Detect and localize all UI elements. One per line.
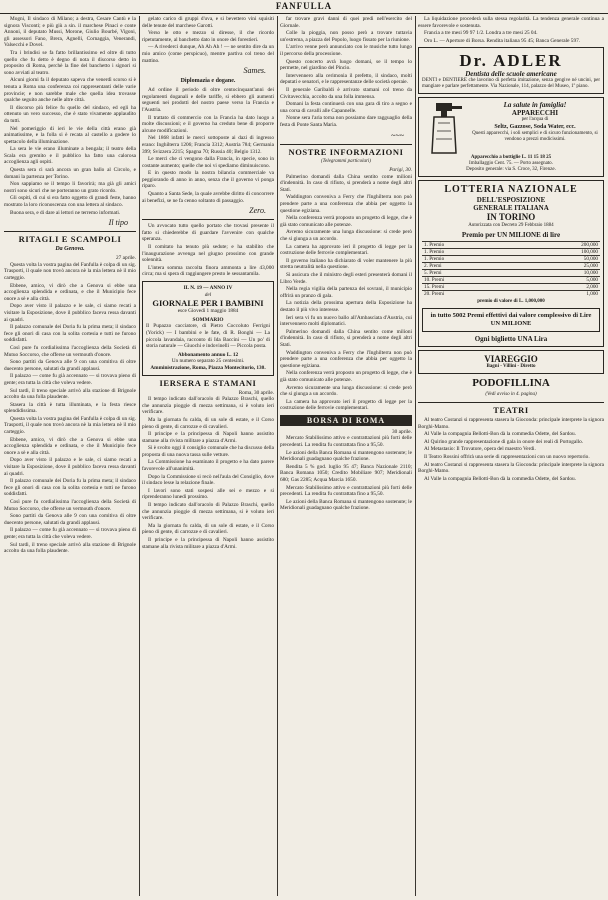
paragraph: Un avvocato tutto quello portato che trovasi presente il fatto si chiederebbe di guardare l'avvenire con qualche speranza. [142,223,274,243]
paragraph: Nel pomeriggio di ieri le vie della città erano già animatissime, e la folla si è recata al castello a godere lo spettacolo della illuminazione. [4,125,136,145]
paragraph: Il palazzo comunale dei Doria fu la prima meta; il sindaco fece gli onori di casa con la solita cortesia e tutti ne furono soddisfatti. [4,478,136,498]
paragraph: — A rivederci dunque, Ah Ah Ah ! — ne sentito dire da un mio amico (come perspicuo), mentre partiva col treno del mattino. [142,44,274,64]
paragraph: Tra i brindisi se fa fatto brillantissimo ed oltre di tutto quello che fu detto è degno di nota il discorso detto in proposito di Roma, perchè la fine del banchetto i signori si sono avviati al teatro. [4,49,136,76]
paragraph: Palmerino domandi dalla China sentito come milioni d'indennità. In caso di rifiuto, si prenderà a nome degli altri Stati. [280,328,412,348]
siphon-bottle-icon [422,101,466,155]
divider [418,402,604,403]
paragraph: Al Valle la compagnia Bellotti-Bon dà la commedia Odette, del Sardou. [424,475,577,482]
paragraph: Waddington conveniva a Ferry che l'Inghilterra non può prendere parte a una conferenza che abbia per oggetto la questione egiziana. [280,194,412,214]
podofillina-note: (Vedi avviso in 4. pagina) [485,392,537,398]
divider [4,231,136,232]
prize-row [422,291,600,298]
column-1 [4,16,136,896]
paragraph: Il palazzo — come fu già accennato — si trovava pieno di gente; era tutta la città che voleva vedere. [4,373,136,386]
paragraph: Buona sera, e di dare ai lettori ne terremo informati. [10,209,121,216]
stock-exchange-heading: BORSA DI ROMA [280,415,412,426]
prize-label: 1. Premio [422,249,518,256]
paragraph: Sono partiti da Genova alle 9 con una comitiva di oltre duecento persone, salutati da grandi applausi. [4,513,136,526]
prize-row [422,263,600,270]
section-heading: RITAGLI E SCAMPOLI [18,234,122,245]
paragraph: I lavori sono stati sospesi alle sei e mezzo e si riprenderanno lunedì prossimo. [142,487,274,501]
paragraph: Avremo sicuramente una lunga discussione: si crede però che si giunga a un accordo. [280,384,412,398]
paragraph: Intervennero alla cerimonia il prefetto, il sindaco, molti deputati e senatori, e le rappresentanze delle società operaie. [280,72,412,86]
dateline: 27 aprile. [115,255,136,262]
signature: Il tipo [108,218,128,228]
dentist-subtitle: Dentista delle scuole americane [465,70,557,79]
paragraph: Questa volta la vostra pagina del Fanfulla è colpa di un sig. Trasporti, il quale non trovò ancora nè la mia lettera nè il mio carteggio. [4,261,136,281]
paragraph: Le azioni della Banca Romana si mantengono sostenute; le Meridionali guadagnano qualche frazione. [280,449,412,463]
dateline: Roma, 30 aprile. [238,389,274,396]
section-heading: IERSERA E STAMANI [159,377,257,388]
prize-label: 10. Premi [422,277,518,284]
paragraph: Non sappiamo se il tempo li favorirà; ma già gli amici nostri sono sicuri che ne porteranno un grato ricordo. [4,181,136,194]
paragraph: Gli ospiti, di cui si era fatto oggetto di grandi feste, hanno mostrato la loro riconoscenza con una lettera al sindaco. [4,195,136,209]
paragraph: Quanto a Santa Sede, la quale avrebbe diritto di concorrere ai benefizi, se ne fa cenno soltanto di passaggio. [142,191,274,204]
paragraph: Palmerino domandi dalla China sentito come milioni d'indennità. In caso di rifiuto, si prenderà a nome degli altri Stati. [280,173,412,193]
masthead [0,0,608,14]
paragraph: Ma la giornata fu calda, di un sole di estate, e il Corso pieno di gente, di carrozze e di cavalieri. [142,522,274,536]
prize-label: 20. Premi [422,291,518,298]
paragraph: Ebbene, amico, vi dirò che a Genova si ebbe una accoglienza splendida e ordinata, e che il Municipio fece onore a sè e alla città. [4,282,136,302]
paragraph: Al teatro Costanzi si rappresenta stasera la Gioconda: principale interprete la signora Borghi-Mamo. [418,461,604,475]
paragraph: Mercato Stabilissimo attivo e contrattazioni più forti delle precedenti. La rendita fu contrattata fino a 95,50. [280,484,412,498]
seltz-subtitle: APPARECCHI [511,109,559,118]
paragraph: Mercato Stabilissimo attivo e contrattazioni più forti delle precedenti. La rendita fu contrattata fino a 95,50. [280,435,412,449]
paragraph: Sul tardi, il treno speciale arrivò alla stazione di Brignole accolto da una folla plaudente. [4,387,136,401]
dentist-text: DENTI e DENTIERE che lavorino di perfetta imitazione, senza gengive né uncini, per mangiare e parlare perfettamente. Via Nazionale, 114, palazzo del Museo, 1º piano. [422,78,600,90]
prize-label: 2. Premi [422,263,518,270]
paragraph: far trovare gravi danni di quei predi nell'esercito del Giornale. [280,16,412,29]
paragraph: Questa sera ci sarà ancora un gran ballo al Circolo, e domani la partenza per Torino. [4,167,136,180]
paragraph: Si è svolto oggi il consiglio comunale che ha discusso della proposta di una nuova tassa sulle vetture. [142,445,274,458]
prize-table [422,241,600,297]
dentist-ad [418,47,604,94]
ad-subscription: Abbonamento annuo L. 12 [177,351,239,358]
paragraph: Questo concerto avrà luogo domani, se il tempo lo permette, nel giardino del Pincio. [280,58,412,72]
prize-value: 200,000 [518,242,600,249]
column-4 [418,16,604,896]
children-journal-ad [142,281,274,376]
paragraph: Al Metastasio: Il Trovatore, opera del maestro Verdi. [424,446,536,453]
viareggio-ad [418,350,604,374]
lottery-first-prize: Premio per UN MILIONE di lire [461,231,561,240]
prize-label: 1. Premio [422,242,518,249]
lottery-title-1: LOTTERIA NAZIONALE [444,184,578,196]
prize-label: 15. Premi [422,284,518,291]
paragraph: La liquidazione procederà sulla stessa regolarità. La tendenza generale continua a essere favorevole e sostenuta. [418,16,604,29]
paragraph: Dopo aver visto il palazzo e le sale, ci siamo recati a visitare la Esposizione, dove il pubblico faceva ressa davanti ai quadri. [4,303,136,323]
column-rule [139,16,140,896]
paragraph: Ad ordine il periodo di oltre centocinquant'anni dei regolamenti doganali e delle tariffe, si ebbero gli aumenti seguenti nei prodotti del nostro paese verso la Francia e l'Austria. [142,87,274,113]
paragraph: Nella conferenza verrà proposto un progetto di legge, che è già stato comunicato alle potenze. [280,215,412,228]
divider [142,219,274,220]
section-subheading: Da Genova. [55,246,85,253]
paragraph: Francia a tre mesi 99 97 1/2. Londra a tre mesi 25 04. [424,30,538,37]
lottery-ticket-price: Ogni biglietto UNA Lira [474,335,548,344]
lottery-total [422,299,600,305]
paragraph: Avremo sicuramente una lunga discussione: si crede però che si giunga a un accordo. [280,229,412,243]
paragraph: Nella conferenza verrà proposto un progetto di legge, che è già stato comunicato alle potenze. [280,370,412,383]
paragraph: Waddington conveniva a Ferry che l'Inghilterra non può prendere parte a una conferenza che abbia per oggetto la questione egiziana. [280,349,412,369]
podofillina-heading: PODOFILLINA [472,377,550,390]
prize-value: 100,000 [518,249,600,256]
paragraph: Il palazzo comunale dei Doria fu la prima meta; il sindaco fece gli onori di casa con la solita cortesia e tutti ne furono soddisfatti. [4,324,136,344]
paragraph: Sono partiti da Genova alle 9 con una comitiva di oltre duecento persone, salutati da grandi applausi. [4,359,136,372]
lottery-total-label: premio di valore di L. [477,299,524,305]
paragraph: Il principe e la principessa di Napoli hanno assistito stamane alla rivista militare a piazza d'Armi. [142,537,274,550]
prize-label: 5. Premi [422,270,518,277]
paragraph: Questa volta la vostra pagina del Fanfulla è colpa di un sig. Trasporti, il quale non trovò ancora nè la mia lettera nè il mio carteggio. [4,415,136,436]
paragraph: Mogni, Il sindaco di Milano; a destra, Cesare Cantù e la signora Visconti; e più giù a sin. il marchese Pinaci e conte Annoni, il deputato Mussi, Morone, Giulio Bourbé, Vigoni, gli assessori Fano, Brera, Agnelli, Cornaggia, Venerandi, Valsecchi e Dovel. [4,16,136,49]
paragraph: Il discorso più felice fu quello del sindaco, ed egli ha ottenuto un vero successo, che è stato vivamente applaudito da tutti. [4,104,136,124]
paragraph: Domani la festa continuerà con una gara di tiro a segno e una corsa di cavalli alle Capannelle. [280,101,412,114]
prize-value: 2,000 [518,284,600,291]
prize-value: 50,000 [518,256,600,263]
ad-single-issue: Un numero separato 25 centesimi. [171,358,245,365]
paragraph: L'arrivo venne però annunciato con le musiche tutto lungo il percorso della processione. [280,44,412,57]
paragraph: Alcuni giorni fa il deputato sapeva che venerdì scorso si è tenuta a Roma una conferenza coi rappresentanti delle varie provincie; e non sarebbe male che quella idea trovasse qualche seguito anche nelle altre città. [4,77,136,104]
lottery-total-value: 1,000,000 [524,299,545,305]
paragraph: Così pure fu cordialissima l'accoglienza della Società di Mutuo Soccorso, che offerse un vermouth d'onore. [4,344,136,358]
seltz-prices-label: Apparecchio a bottiglie [470,155,521,161]
section-heading: TEATRI [493,404,529,415]
lottery-title-4: IN TORINO [486,212,536,223]
viareggio-subtitle: Bagni - Villini - Diretto [486,364,536,370]
paragraph: Nonne sera l'aria torna non possiamo dare ragguaglio della festa di Ponte Santa Maria. [280,115,412,128]
section-heading: NOSTRE INFORMAZIONI [288,146,404,157]
seltz-main: Seltz, Gazzose, Soda Water, ecc. [494,124,576,131]
prize-row [422,277,600,284]
dateline: 30 aprile. [391,428,412,435]
signature-mark: ~~~ [391,130,404,140]
paragraph: Il tempo indicato dall'oracolo di Palazzo Braschi, quello che annunzia pioggie di mezza settimana, si è voluto ieri verificare. [142,502,274,522]
paragraph: gelato carico di gruppi d'uva, e si bevettero vini squisiti delle tenute del marchese Garotti. [142,16,274,29]
prize-value: 1,000 [518,291,600,298]
paragraph: Stasera la città è tutta illuminata, e la festa riesce splendidissima. [4,401,136,415]
seltz-text: Questi apparecchi, i soli semplici e di sicuro funzionamento, si vendono a prezzi modicissimi. [472,131,598,143]
ad-address: Amministrazione, Roma, Piazza Montecitorio, 130. [150,364,266,371]
column-3 [280,16,412,896]
lottery-authorization: Autorizzata con Decreto 29 Febbraio 1884 [468,223,554,229]
paragraph: Nel 1868 infatti le merci sottoposte ai dazi di ingresso erano: Inghilterra 1206; Francia 3312; Austria 784; Germania 399; Svizzera 2215; Spagna 70; Russia 40; Belgio 1312. [142,135,274,155]
paragraph: Il generale Garibaldi è arrivato stamani col treno da Civitavecchia, accolto da una folla immensa. [280,86,412,100]
lottery-title-3: GENERALE ITALIANA [473,204,549,213]
ad-summary-label: SOMMARIO [192,316,224,323]
paragraph: Dopo la Commissione si recò nell'aula del Consiglio, dove il sindaco lesse la relazione finale. [142,473,274,487]
column-rule [415,16,416,896]
paragraph: Verso le otto e mezzo si diresse, il che ricordo ripetutamente, al banchetto dato in onore dei forestieri. [142,30,274,43]
column-rule [277,16,278,896]
section-subheading: Diplomazia e dogane. [180,78,236,85]
paragraph: E in questo modo la nostra bilancia commerciale va peggiorando di anno in anno, senza che il governo vi ponga riparo. [142,170,274,190]
paragraph: Al teatro Costanzi si rappresenta stasera la Gioconda: principale interprete la signora Borghi-Mamo. [418,416,604,430]
paragraph: La camera ha approvato ieri il progetto di legge per la costruzione delle ferrovie complementari. [280,398,412,412]
dateline: Parigi, 30. [389,167,412,174]
prize-row [422,256,600,263]
paragraph: Ieri sera vi fu un nuovo ballo all'Ambasciata d'Austria, cui intervennero molti diplomatici. [280,314,412,328]
paragraph: Si assicura che il ministro degli esteri presenterà domani il Libro Verde. [280,272,412,285]
paragraph: Le merci che ci vengono dalla Francia, in specie, sono in costante aumento; quelle che noi vi spediamo diminuiscono. [142,156,274,169]
prize-row [422,242,600,249]
column-2 [142,16,274,896]
paragraph: Dopo aver visto il palazzo e le sale, ci siamo recati a visitare la Esposizione, dove il pubblico faceva ressa davanti ai quadri. [4,457,136,477]
seltz-depot: Deposito generale: via S. Croce, 32, Firenze. [466,167,556,173]
paragraph: La Commissione ha esaminato il progetto e ha dato parere favorevole all'unanimità. [142,459,274,473]
seltz-title: La salute in famiglia! [503,101,567,110]
paragraph: La sera le vie erano illuminate a bengala; il teatro della Scala era gremito e il pubblico ha fatto una calorosa accoglienza agli ospiti. [4,146,136,166]
divider [280,144,412,145]
prize-row [422,249,600,256]
ad-summary: Il Pupazzo cacciatore, di Pietro Coccoluto Ferrigni (Yorick) — I bambini e le fate, di R. Bonghi — La piccola lavandaia, racconto di Ida Baccini — Un po' di storia naturale — Giuochi e indovinelli — Piccola posta. [146,323,270,350]
paragraph: Il trattato di commercio con la Francia ha dato luogo a molte discussioni; e il governo ha creduto bene di proporre alcune modificazioni. [142,114,274,134]
paragraph: Colle la pioggia, non posso però a trovare tuttavia un'estrema, a piazza del Popolo, luogo fissato per la riunione. [280,30,412,43]
signature: Sames. [243,66,266,76]
paragraph: Il comitato ha tenuto più sedute; e ha stabilito che l'inaugurazione avvenga nel giugno prossimo con grande solennità. [142,244,274,264]
paragraph: Così pure fu cordialissima l'accoglienza della Società di Mutuo Soccorso, che offerse un vermouth d'onore. [4,499,136,512]
ad-title: GIORNALE PER I BAMBINI [152,298,264,309]
paragraph: Nella regia vigilia della partenza dei sovrani, il municipio offrirà un pranzo di gala. [280,286,412,299]
prize-label: 1. Premio [422,256,518,263]
seltz-prices-values: L. 11 15 18 25 [521,155,552,161]
signature: Zero. [249,206,266,216]
paragraph: Il tempo indicato dall'oracolo di Palazzo Braschi, quello che annunzia pioggie di mezza settimana, si è voluto ieri verificare. [142,396,274,416]
paragraph: Il Teatro Rossini offrirà una serie di rappresentazioni con un nuovo repertorio. [424,453,590,460]
paragraph: Il palazzo — come fu già accennato — si trovava pieno di gente; era tutta la città che voleva vedere. [4,527,136,540]
paragraph: Oro L. — Aperture di Borsa. Rendita italiana 95 45; Banca Generale 597. [424,37,581,44]
masthead-title: FANFULLA [275,1,333,11]
prize-value: 10,000 [518,270,600,277]
paragraph: Il governo italiano ha dichiarato di voler mantenere la più stretta neutralità nella questione. [280,257,412,271]
dentist-name: Dr. ADLER [459,51,563,71]
paragraph: L'intera somma raccolta finora ammonta a lire 43,000 circa; ma si spera di raggiungere presto le sessantamila. [142,264,274,278]
paragraph: Rendita 5 % god. luglio 95 47; Banca Nazionale 2110; Banca Romana 1050; Credito Mobiliare 907; Meridionali 680; Gas 2285; Acqua Marcia 1650. [280,463,412,484]
prize-value: 25,000 [518,263,600,270]
paragraph: Al Valle la compagnia Bellotti-Bon dà la commedia Odette, del Sardou. [424,431,577,438]
prize-value: 5,000 [518,277,600,284]
ad-connector: del [204,291,212,298]
paragraph: Sul tardi, il treno speciale arrivò alla stazione di Brignole accolto da una folla plaudente. [4,541,136,555]
paragraph: Il principe e la principessa di Napoli hanno assistito stamane alla rivista militare a piazza d'Armi. [142,431,274,444]
lottery-summary-box [422,308,600,332]
ad-info: esce Giovedì 1 maggio 1884 [177,308,239,315]
lottery-ad [418,180,604,347]
lottery-summary: in tutto 5002 Premi effettivi dai valore complessivo di Lire UN MILIONE [430,312,592,328]
paragraph: La notizia della prossima apertura della Esposizione ha destato il più vivo interesse. [280,300,412,313]
paragraph: Ma la giornata fu calda, di un sole di estate, e il Corso pieno di gente, di carrozze e di cavalieri. [142,416,274,430]
ad-issue: IL N. 19 — ANNO IV [183,285,233,291]
prize-row [422,270,600,277]
viareggio-title: VIAREGGIO [484,354,538,365]
lottery-title-2: DELL'ESPOSIZIONE [476,196,546,205]
paragraph: Le azioni della Banca Romana si mantengono sostenute; le Meridionali guadagnano qualche frazione. [280,498,412,512]
paragraph: Ebbene, amico, vi dirò che a Genova si ebbe una accoglienza splendida e ordinata, e che il Municipio fece onore a sè e alla città. [4,436,136,456]
paragraph: Al Quirino grande rappresentazione di gala in onore dei reali di Portogallo. [424,438,584,445]
seltz-ad [418,97,604,177]
section-subheading: (Telegrammi particolari) [321,158,371,164]
seltz-shipping: Imballaggio Cent. 75. — Porto assegnato. [469,161,553,167]
seltz-subtitle-2: per l'acqua di [521,117,549,123]
prize-row [422,284,600,291]
paragraph: La camera ha approvato ieri il progetto di legge per la costruzione delle ferrovie complementari. [280,243,412,257]
